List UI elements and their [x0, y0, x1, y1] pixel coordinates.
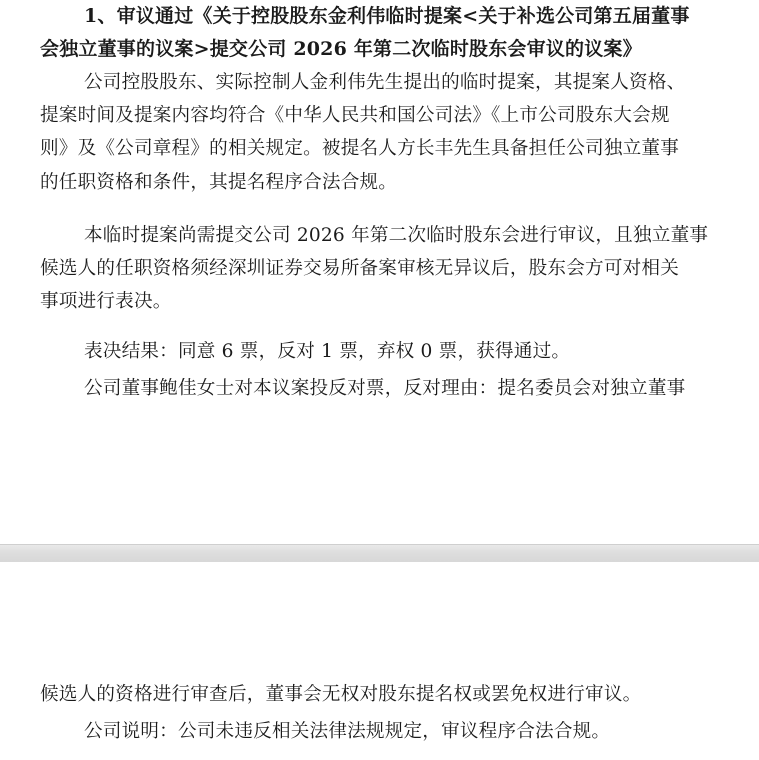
body-line: 提案时间及提案内容均符合《中华人民共和国公司法》《上市公司股东大会规 — [40, 105, 670, 126]
document-page-2 — [0, 562, 759, 760]
body-line: 候选人的资格进行审查后，董事会无权对股东提名权或罢免权进行审议。 — [40, 684, 642, 705]
body-line: 公司董事鲍佳女士对本议案投反对票，反对理由：提名委员会对独立董事 — [84, 378, 686, 399]
company-statement-line: 公司说明：公司未违反相关法律法规规定，审议程序合法合规。 — [84, 721, 611, 742]
resolution-heading-line-1: 1、审议通过《关于控股股东金利伟临时提案<关于补选公司第五届董事 — [84, 5, 690, 27]
resolution-heading-line-2: 会独立董事的议案>提交公司 2026 年第二次临时股东会审议的议案》 — [40, 38, 642, 60]
body-line: 公司控股股东、实际控制人金利伟先生提出的临时提案，其提案人资格、 — [84, 72, 686, 93]
vote-result-line: 表决结果：同意 6 票，反对 1 票，弃权 0 票，获得通过。 — [84, 341, 571, 362]
page-separator — [0, 544, 759, 564]
body-line: 的任职资格和条件，其提名程序合法合规。 — [40, 172, 398, 193]
body-line: 本临时提案尚需提交公司 2026 年第二次临时股东会进行审议，且独立董事 — [84, 225, 709, 246]
body-line: 则》及《公司章程》的相关规定。被提名人方长丰先生具备担任公司独立董事 — [40, 138, 679, 159]
body-line: 事项进行表决。 — [40, 291, 172, 312]
body-line: 候选人的任职资格须经深圳证券交易所备案审核无异议后，股东会方可对相关 — [40, 258, 679, 279]
